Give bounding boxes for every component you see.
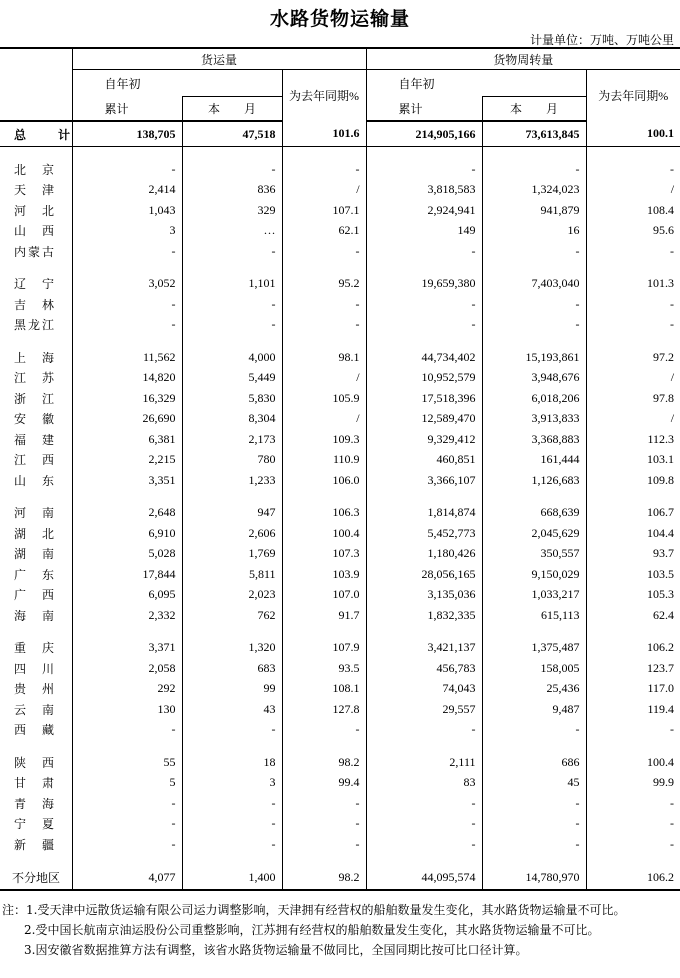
value-cell: 17,518,396 [366,388,482,409]
region-name: 北 京 [14,162,57,177]
table-row [0,503,680,524]
value-cell: 101.3 [586,274,680,295]
value-cell: / [586,180,680,201]
spacer-row [0,491,680,503]
value-cell: 100.4 [586,752,680,773]
value-cell: 43 [182,699,282,720]
value-cell: - [182,834,282,855]
waterway-freight-table [0,47,680,891]
value-cell: 108.4 [586,200,680,221]
value-cell: - [586,793,680,814]
value-cell: 3,913,833 [482,409,586,430]
value-cell: / [586,409,680,430]
value-cell: 3,351 [72,470,182,491]
table-row [0,241,680,262]
table-row [0,368,680,389]
table-row [0,638,680,659]
value-cell: - [482,834,586,855]
region-name: 不分地区 [0,867,72,890]
value-cell: 29,557 [366,699,482,720]
value-cell: - [366,720,482,741]
value-cell: - [366,241,482,262]
spacer-row [0,855,680,867]
value-cell: 6,095 [72,585,182,606]
value-cell: - [182,315,282,336]
value-cell: - [366,834,482,855]
freight-volume-header: 货运量 [72,48,366,70]
freight-ytd-header: 自年初 [72,70,282,97]
table-row [0,720,680,741]
value-cell: 1,375,487 [482,638,586,659]
region-name: 总 计 [0,121,72,147]
region-name: 陕 西 [14,755,57,770]
value-cell: - [282,720,366,741]
region-name: 内蒙古 [14,244,57,259]
value-cell: / [282,409,366,430]
value-cell: 3,948,676 [482,368,586,389]
value-cell: 91.7 [282,605,366,626]
value-cell: 110.9 [282,450,366,471]
value-cell: 44,734,402 [366,347,482,368]
value-cell: 780 [182,450,282,471]
value-cell: - [366,159,482,180]
value-cell: 17,844 [72,564,182,585]
table-row [0,834,680,855]
value-cell: 107.3 [282,544,366,565]
value-cell: 14,780,970 [482,867,586,890]
table-row [0,159,680,180]
value-cell: 106.2 [586,638,680,659]
region-name: 天 津 [14,183,57,198]
table-row [0,752,680,773]
value-cell: 73,613,845 [482,121,586,147]
value-cell: 130 [72,699,182,720]
region-name: 广 东 [14,567,57,582]
value-cell: - [182,159,282,180]
value-cell: 6,018,206 [482,388,586,409]
value-cell: - [482,793,586,814]
spacer-row [0,626,680,638]
region-name: 海 南 [14,608,57,623]
region-name: 辽 宁 [14,277,57,292]
region-name: 福 建 [14,432,57,447]
value-cell: 26,690 [72,409,182,430]
value-cell: 106.0 [282,470,366,491]
value-cell: - [586,294,680,315]
table-row [0,867,680,890]
value-cell: 117.0 [586,679,680,700]
value-cell: - [182,720,282,741]
table-row [0,585,680,606]
region-name: 四 川 [14,661,57,676]
region-name: 广 西 [14,588,57,603]
footnote-1: 注：1.受天津中远散货运输有限公司运力调整影响，天津拥有经营权的船舶数量发生变化，其水路货物运输量不可比。 [2,903,626,917]
table-row [0,315,680,336]
region-name: 宁 夏 [14,817,57,832]
value-cell: 101.6 [282,121,366,147]
value-cell: 62.4 [586,605,680,626]
value-cell: 2,058 [72,658,182,679]
table-row [0,658,680,679]
value-cell: 158,005 [482,658,586,679]
value-cell: - [72,814,182,835]
value-cell: 18 [182,752,282,773]
table-row [0,221,680,242]
value-cell: 5,028 [72,544,182,565]
value-cell: - [586,159,680,180]
value-cell: 103.1 [586,450,680,471]
value-cell: - [366,814,482,835]
value-cell: 138,705 [72,121,182,147]
value-cell: 19,659,380 [366,274,482,295]
region-name: 贵 州 [14,682,57,697]
value-cell: 107.9 [282,638,366,659]
region-name: 湖 北 [14,526,57,541]
value-cell: 3 [182,773,282,794]
value-cell: 2,332 [72,605,182,626]
value-cell: 104.4 [586,523,680,544]
value-cell: - [282,294,366,315]
value-cell: 103.9 [282,564,366,585]
value-cell: 5,449 [182,368,282,389]
value-cell: 10,952,579 [366,368,482,389]
value-cell: 460,851 [366,450,482,471]
table-row [0,814,680,835]
table-row [0,523,680,544]
value-cell: 214,905,166 [366,121,482,147]
value-cell: 1,233 [182,470,282,491]
region-name: 青 海 [14,796,57,811]
value-cell: 4,000 [182,347,282,368]
region-name: 重 庆 [14,641,57,656]
value-cell: 3,135,036 [366,585,482,606]
value-cell: 100.4 [282,523,366,544]
value-cell: 1,832,335 [366,605,482,626]
value-cell: 97.2 [586,347,680,368]
value-cell: 12,589,470 [366,409,482,430]
value-cell: 350,557 [482,544,586,565]
value-cell: 16,329 [72,388,182,409]
region-name: 安 徽 [14,412,57,427]
value-cell: 8,304 [182,409,282,430]
value-cell: 3 [72,221,182,242]
table-row [0,294,680,315]
value-cell: 127.8 [282,699,366,720]
region-name: 黑龙江 [14,318,57,333]
freight-turnover-header: 货物周转量 [366,48,680,70]
table-row [0,274,680,295]
spacer-row [0,262,680,274]
value-cell: 98.2 [282,752,366,773]
value-cell: - [482,720,586,741]
value-cell: 1,769 [182,544,282,565]
value-cell: 1,324,023 [482,180,586,201]
value-cell: - [72,793,182,814]
value-cell: 108.1 [282,679,366,700]
value-cell: 2,924,941 [366,200,482,221]
value-cell: 28,056,165 [366,564,482,585]
value-cell: - [72,834,182,855]
value-cell: 2,023 [182,585,282,606]
table-row [0,347,680,368]
value-cell: 98.1 [282,347,366,368]
value-cell: / [586,368,680,389]
value-cell: 98.2 [282,867,366,890]
spacer-row [0,335,680,347]
region-name: 山 东 [14,473,57,488]
value-cell: - [586,315,680,336]
table-row [0,544,680,565]
value-cell: 2,414 [72,180,182,201]
value-cell: 106.3 [282,503,366,524]
value-cell: 9,150,029 [482,564,586,585]
value-cell: 615,113 [482,605,586,626]
value-cell: 103.5 [586,564,680,585]
region-name: 吉 林 [14,297,57,312]
value-cell: 62.1 [282,221,366,242]
region-name: 江 苏 [14,371,57,386]
value-cell: - [282,315,366,336]
value-cell: 107.0 [282,585,366,606]
value-cell: 1,400 [182,867,282,890]
value-cell: 1,043 [72,200,182,221]
value-cell: 5 [72,773,182,794]
value-cell: - [72,241,182,262]
value-cell: 1,101 [182,274,282,295]
table-row [0,180,680,201]
value-cell: 683 [182,658,282,679]
region-name: 新 疆 [14,837,57,852]
value-cell: 109.3 [282,429,366,450]
value-cell: 95.2 [282,274,366,295]
region-header [0,48,72,70]
value-cell: 2,215 [72,450,182,471]
region-name: 河 北 [14,203,57,218]
spacer-row [0,740,680,752]
table-row [0,200,680,221]
value-cell: 25,436 [482,679,586,700]
value-cell: - [282,159,366,180]
value-cell: / [282,180,366,201]
value-cell: 3,371 [72,638,182,659]
value-cell: 2,606 [182,523,282,544]
value-cell: - [586,814,680,835]
footnotes [2,900,625,960]
value-cell: 1,814,874 [366,503,482,524]
value-cell: 83 [366,773,482,794]
value-cell: 3,052 [72,274,182,295]
value-cell: - [72,159,182,180]
page-title: 水路货物运输量 [269,8,410,30]
value-cell: 3,818,583 [366,180,482,201]
value-cell: 149 [366,221,482,242]
value-cell: 45 [482,773,586,794]
value-cell: 99 [182,679,282,700]
value-cell: - [482,315,586,336]
value-cell: 1,033,217 [482,585,586,606]
turnover-yoy-header: 为去年同期% [586,70,680,122]
value-cell: 106.7 [586,503,680,524]
value-cell: 119.4 [586,699,680,720]
value-cell: 107.1 [282,200,366,221]
region-name: 山 西 [14,224,57,239]
value-cell: - [586,834,680,855]
value-cell: - [72,294,182,315]
turnover-ytd-header: 自年初 [366,70,586,97]
value-cell: 100.1 [586,121,680,147]
value-cell: 123.7 [586,658,680,679]
value-cell: 74,043 [366,679,482,700]
value-cell: 9,329,412 [366,429,482,450]
value-cell: 105.3 [586,585,680,606]
value-cell: 5,452,773 [366,523,482,544]
value-cell: - [182,793,282,814]
value-cell: - [482,241,586,262]
value-cell: 2,045,629 [482,523,586,544]
value-cell: 6,381 [72,429,182,450]
value-cell: 2,648 [72,503,182,524]
table-row [0,773,680,794]
region-name: 江 西 [14,453,57,468]
value-cell: 44,095,574 [366,867,482,890]
value-cell: - [72,315,182,336]
freight-cumulative-header: 累计 [72,97,182,122]
value-cell: 6,910 [72,523,182,544]
turnover-cumulative-header: 累计 [366,97,482,122]
table-row [0,388,680,409]
value-cell: 3,368,883 [482,429,586,450]
value-cell: 14,820 [72,368,182,389]
value-cell: 93.5 [282,658,366,679]
value-cell: - [282,241,366,262]
value-cell: 11,562 [72,347,182,368]
value-cell: 99.4 [282,773,366,794]
table-row [0,679,680,700]
value-cell: 668,639 [482,503,586,524]
value-cell: 105.9 [282,388,366,409]
freight-yoy-header: 为去年同期% [282,70,366,122]
value-cell: 1,126,683 [482,470,586,491]
value-cell: 686 [482,752,586,773]
value-cell: - [482,294,586,315]
value-cell: / [282,368,366,389]
table-row [0,409,680,430]
value-cell: - [482,159,586,180]
table-row [0,429,680,450]
table-row [0,605,680,626]
value-cell: 47,518 [182,121,282,147]
value-cell: 95.6 [586,221,680,242]
value-cell: 7,403,040 [482,274,586,295]
value-cell: 762 [182,605,282,626]
value-cell: 9,487 [482,699,586,720]
value-cell: - [282,814,366,835]
value-cell: - [366,315,482,336]
value-cell: 292 [72,679,182,700]
value-cell: 109.8 [586,470,680,491]
footnote-2: 2.受中国长航南京油运股份公司重整影响，江苏拥有经营权的船舶数量发生变化，其水路货物运输量不可比。 [24,923,600,937]
value-cell: 941,879 [482,200,586,221]
region-name: 浙 江 [14,391,57,406]
value-cell: 15,193,861 [482,347,586,368]
value-cell: - [182,814,282,835]
region-name: 甘 肃 [14,776,57,791]
table-row [0,470,680,491]
value-cell: 1,320 [182,638,282,659]
value-cell: - [586,241,680,262]
value-cell: 2,173 [182,429,282,450]
value-cell: - [482,814,586,835]
turnover-month-header: 本 月 [482,97,586,122]
value-cell: 5,811 [182,564,282,585]
value-cell: 106.2 [586,867,680,890]
value-cell: 99.9 [586,773,680,794]
value-cell: 55 [72,752,182,773]
value-cell: 2,111 [366,752,482,773]
value-cell: … [182,221,282,242]
value-cell: - [282,834,366,855]
region-name: 湖 南 [14,547,57,562]
table-row [0,564,680,585]
region-name: 云 南 [14,702,57,717]
value-cell: 3,366,107 [366,470,482,491]
value-cell: 1,180,426 [366,544,482,565]
freight-month-header: 本 月 [182,97,282,122]
value-cell: 161,444 [482,450,586,471]
value-cell: - [366,793,482,814]
value-cell: - [182,241,282,262]
value-cell: 4,077 [72,867,182,890]
region-name: 西 藏 [14,723,57,738]
table-row [0,793,680,814]
value-cell: - [366,294,482,315]
table-row [0,121,680,147]
value-cell: 3,421,137 [366,638,482,659]
footnote-3: 3.因安徽省数据推算方法有调整，该省水路货物运输量不做同比，全国同期比按可比口径计算。 [24,943,528,957]
region-name: 上 海 [14,350,57,365]
value-cell: 329 [182,200,282,221]
value-cell: - [72,720,182,741]
table-body [0,121,680,890]
value-cell: - [282,793,366,814]
unit-label: 计量单位：万吨、万吨公里 [529,33,674,47]
value-cell: 112.3 [586,429,680,450]
value-cell: - [182,294,282,315]
value-cell: 97.8 [586,388,680,409]
table-row [0,450,680,471]
value-cell: - [586,720,680,741]
value-cell: 836 [182,180,282,201]
value-cell: 456,783 [366,658,482,679]
table-row [0,699,680,720]
region-name: 河 南 [14,506,57,521]
spacer-row [0,147,680,160]
value-cell: 16 [482,221,586,242]
value-cell: 947 [182,503,282,524]
value-cell: 93.7 [586,544,680,565]
value-cell: 5,830 [182,388,282,409]
